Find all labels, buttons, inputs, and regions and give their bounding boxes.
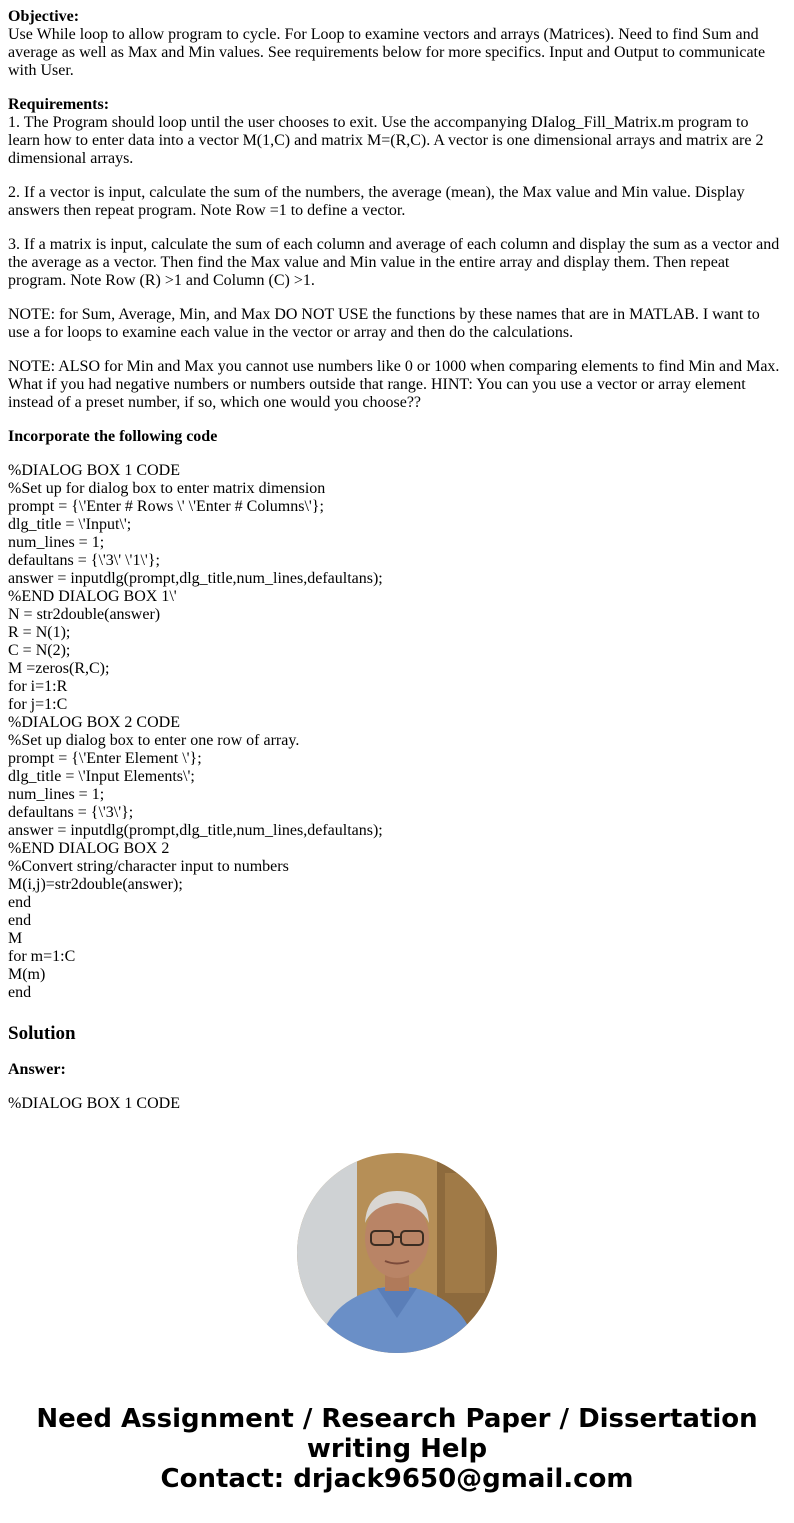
code-block: [8, 462, 784, 1002]
code-line: end: [8, 912, 32, 929]
code-line: M(i,j)=str2double(answer);: [8, 876, 183, 893]
incorporate-label: Incorporate the following code: [8, 428, 218, 445]
objective-label: Objective:: [8, 8, 80, 25]
note-2: NOTE: ALSO for Min and Max you cannot use numbers like 0 or 1000 when comparing elements to find Min and Max. What if you had negative numbers or numbers outside that range. HINT: You can you use a vector or array element instead of a preset number, if so, which one would you choose??: [8, 358, 780, 411]
code-line: %DIALOG BOX 2 CODE: [8, 714, 180, 731]
code-line: prompt = {\'Enter Element \'};: [8, 750, 202, 767]
note-1: NOTE: for Sum, Average, Min, and Max DO NOT USE the functions by these names that are in MATLAB. I want to use a for loops to examine each value in the vector or array and then do the calculations.: [8, 306, 760, 341]
requirement-item-2: 2. If a vector is input, calculate the sum of the numbers, the average (mean), the Max value and Min value. Display answers then repeat program. Note Row =1 to define a vector.: [8, 184, 745, 219]
code-line: %Convert string/character input to numbers: [8, 858, 289, 875]
answer-first-line: %DIALOG BOX 1 CODE: [8, 1095, 180, 1112]
code-line: defaultans = {\'3\' \'1\'};: [8, 552, 160, 569]
code-line: M =zeros(R,C);: [8, 660, 110, 677]
code-line: M(m): [8, 966, 46, 983]
promo-contact: Contact: drjack9650@gmail.com: [160, 1464, 634, 1494]
code-line: %END DIALOG BOX 2: [8, 840, 170, 857]
code-line: dlg_title = \'Input Elements\';: [8, 768, 195, 785]
code-line: C = N(2);: [8, 642, 71, 659]
code-line: answer = inputdlg(prompt,dlg_title,num_lines,defaultans);: [8, 822, 383, 839]
code-line: N = str2double(answer): [8, 606, 161, 623]
requirements-label: Requirements:: [8, 96, 110, 113]
objective-section: [8, 8, 784, 80]
code-line: for m=1:C: [8, 948, 76, 965]
code-line: answer = inputdlg(prompt,dlg_title,num_lines,defaultans);: [8, 570, 383, 587]
code-line: prompt = {\'Enter # Rows \' \'Enter # Columns\'};: [8, 498, 324, 515]
code-line: num_lines = 1;: [8, 534, 105, 551]
requirement-item-3: 3. If a matrix is input, calculate the sum of each column and average of each column and display the sum as a vector and the average as a vector. Then find the Max value and Min value in the entire array and display them. Then repeat program. Note Row (R) >1 and Column (C) >1.: [8, 236, 780, 289]
code-line: M: [8, 930, 23, 947]
code-line: %END DIALOG BOX 1\': [8, 588, 177, 605]
author-avatar: [297, 1153, 497, 1353]
code-line: defaultans = {\'3\'};: [8, 804, 134, 821]
solution-heading: Solution: [8, 1023, 76, 1044]
requirement-item-1: 1. The Program should loop until the user chooses to exit. Use the accompanying DIalog_Fill_Matrix.m program to learn how to enter data into a vector M(1,C) and matrix M=(R,C). A vector is one dimensional arrays and matrix are 2 dimensional arrays.: [8, 114, 764, 167]
code-line: R = N(1);: [8, 624, 71, 641]
code-line: end: [8, 984, 32, 1001]
code-line: dlg_title = \'Input\';: [8, 516, 132, 533]
code-line: for i=1:R: [8, 678, 68, 695]
requirements-section: [8, 96, 784, 168]
code-line: %DIALOG BOX 1 CODE: [8, 462, 180, 479]
document-body: [8, 8, 784, 1113]
code-line: num_lines = 1;: [8, 786, 105, 803]
code-line: %Set up for dialog box to enter matrix dimension: [8, 480, 326, 497]
author-portrait-image: [297, 1153, 497, 1353]
answer-label: Answer:: [8, 1061, 66, 1078]
objective-text: Use While loop to allow program to cycle. For Loop to examine vectors and arrays (Matrices). Need to find Sum and average as well as Max and Min values. See requirements below for more specifics. Input and Output to communicate with User.: [8, 26, 766, 79]
code-line: for j=1:C: [8, 696, 68, 713]
code-line: %Set up dialog box to enter one row of array.: [8, 732, 300, 749]
code-line: end: [8, 894, 32, 911]
promo-line-1: Need Assignment / Research Paper / Dissertation writing Help: [36, 1404, 758, 1464]
promo-banner: [0, 1404, 794, 1494]
